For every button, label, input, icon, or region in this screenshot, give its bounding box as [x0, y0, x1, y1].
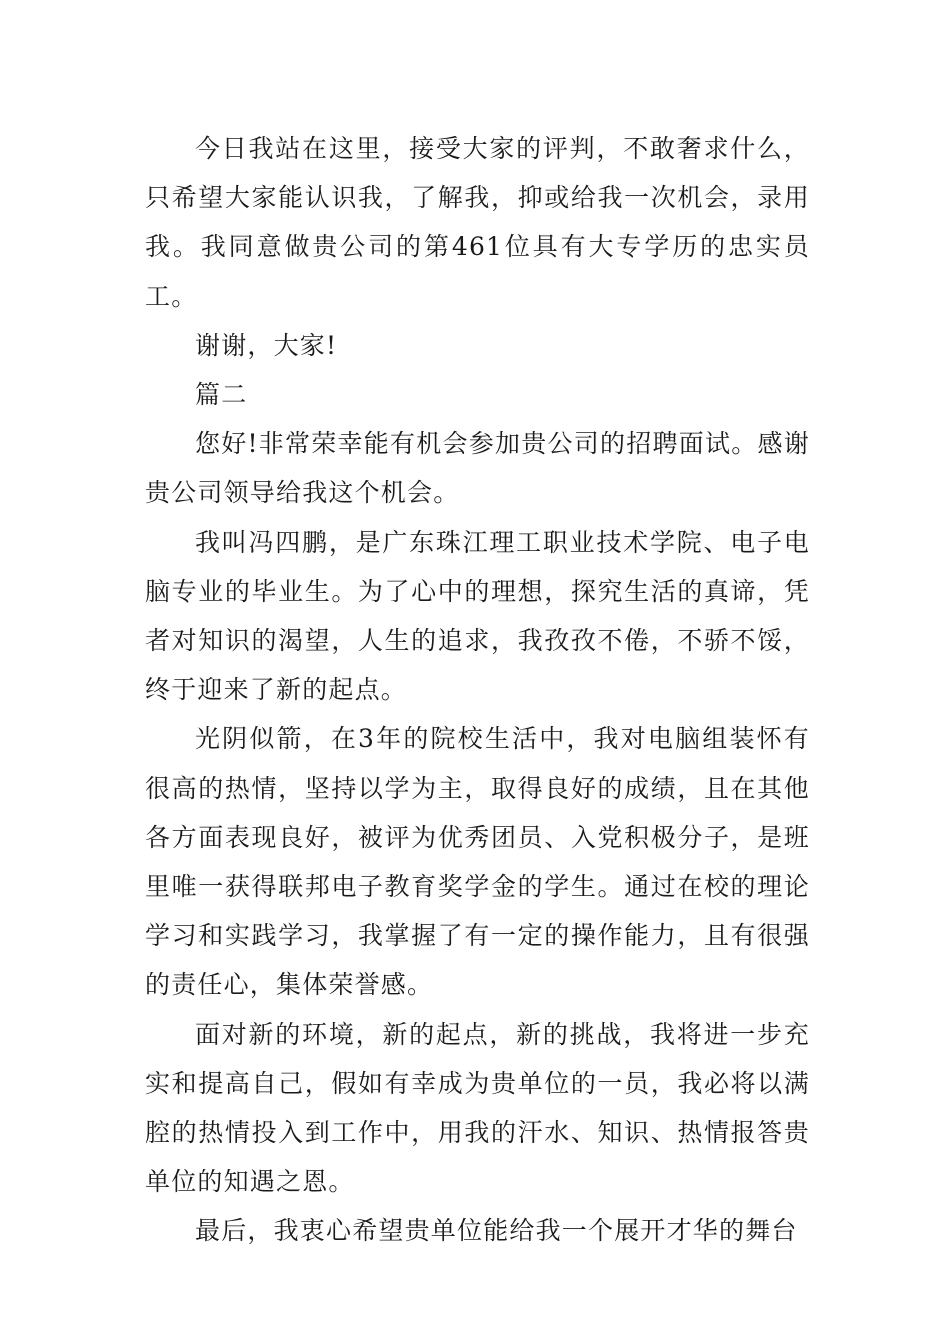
- paragraph-school-life: 光阴似箭，在3年的院校生活中，我对电脑组装怀有很高的热情，坚持以学为主，取得良好的成绩，且在其他各方面表现良好，被评为优秀团员、入党积极分子，是班里唯一获得联邦电子教育奖学金的学生。通过在校的理论学习和实践学习，我掌握了有一定的操作能力，且有很强的责任心，集体荣誉感。: [145, 724, 810, 1000]
- paragraph-closing-statement: 今日我站在这里，接受大家的评判，不敢奢求什么，只希望大家能认识我，了解我，抑或给我一次机会，录用我。我同意做贵公司的第461位具有大专学历的忠实员工。: [145, 134, 810, 311]
- section-heading: 篇二: [195, 380, 248, 410]
- paragraph-greeting: 您好!非常荣幸能有机会参加贵公司的招聘面试。感谢贵公司领导给我这个机会。: [145, 429, 810, 508]
- paragraph-final-wish: 最后，我衷心希望贵单位能给我一个展开才华的舞台: [195, 1216, 798, 1246]
- paragraph-thanks: 谢谢，大家!: [195, 330, 338, 360]
- paragraph-introduction: 我叫冯四鹏，是广东珠江理工职业技术学院、电子电脑专业的毕业生。为了心中的理想，探究生活的真谛，凭者对知识的渴望，人生的追求，我孜孜不倦，不骄不馁，终于迎来了新的起点。: [145, 527, 810, 705]
- document-page: [145, 124, 810, 1256]
- paragraph-commitment: 面对新的环境，新的起点，新的挑战，我将进一步充实和提高自己，假如有幸成为贵单位的一员，我必将以满腔的热情投入到工作中，用我的汗水、知识、热情报答贵单位的知遇之恩。: [145, 1019, 810, 1197]
